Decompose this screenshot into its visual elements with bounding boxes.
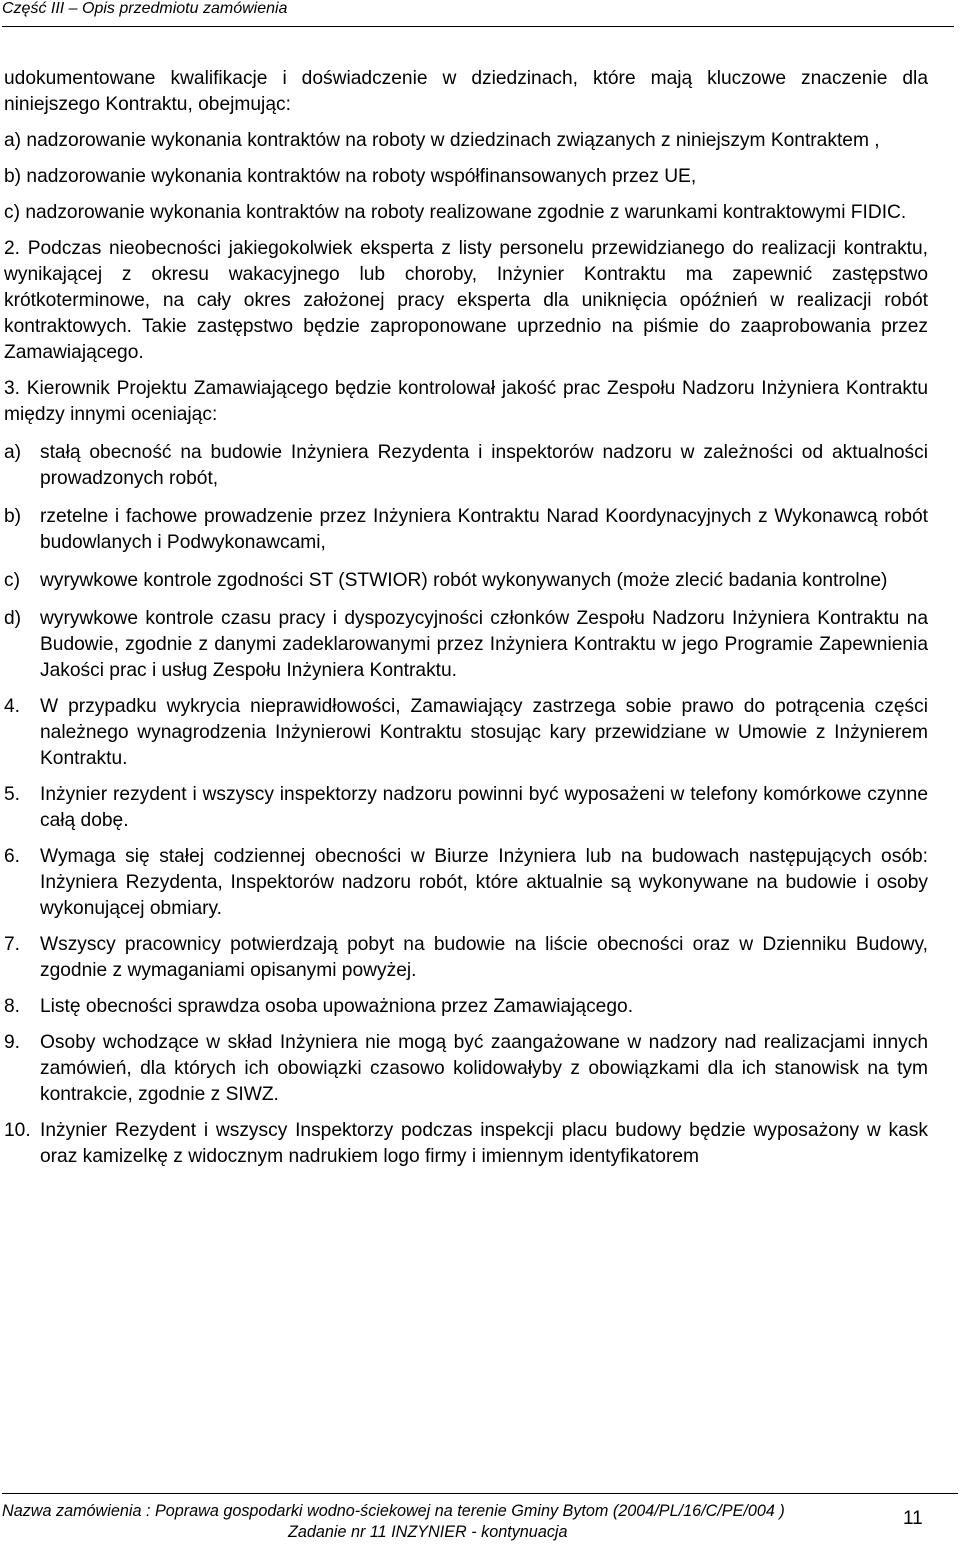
list-item-marker: d) — [4, 608, 22, 629]
numbered-item-text: W przypadku wykrycia nieprawidłowości, Zamawiający zastrzega sobie prawo do potrącenia części należnego wynagrodzenia Inżynierowi Kontraktu stosując kary przewidziane w Umowie z Inżynierem Kontraktu. — [40, 696, 928, 769]
numbered-item — [4, 994, 928, 1020]
list-item-text: rzetelne i fachowe prowadzenie przez Inżyniera Kontraktu Narad Koordynacyjnych z Wykonawcą robót budowlanych i Podwykonawcami, — [40, 506, 928, 553]
numbered-item-text: Wszyscy pracownicy potwierdzają pobyt na budowie na liście obecności oraz w Dzienniku Budowy, zgodnie z wymaganiami opisanymi powyżej. — [40, 934, 928, 981]
footer-divider — [2, 1493, 958, 1494]
list-item-marker: b) — [4, 506, 22, 527]
numbered-item-text: Inżynier rezydent i wszyscy inspektorzy nadzoru powinni być wyposażeni w telefony komórkowe czynne całą dobę. — [40, 784, 928, 831]
numbered-item-text: Wymaga się stałej codziennej obecności w Biurze Inżyniera lub na budowach następujących osób: Inżyniera Rezydenta, Inspektorów nadzoru robót, które aktualnie są wykonywane na budowie i osoby wykonującej obmiary. — [40, 846, 928, 919]
qualification-item-c: c) nadzorowanie wykonania kontraktów na roboty realizowane zgodnie z warunkami kontraktowymi FIDIC. — [4, 202, 907, 223]
list-item — [4, 504, 928, 556]
qualification-item-a: a) nadzorowanie wykonania kontraktów na roboty w dziedzinach związanych z niniejszym Kontraktem , — [4, 130, 880, 151]
numbered-item-marker: 5. — [4, 784, 21, 805]
paragraph-3: 3. Kierownik Projektu Zamawiającego będzie kontrolował jakość prac Zespołu Nadzoru Inżyniera Kontraktu między innymi oceniając: — [4, 378, 928, 425]
numbered-item-text: Inżynier Rezydent i wszyscy Inspektorzy podczas inspekcji placu budowy będzie wyposażony w kask oraz kamizelkę z widocznym nadrukiem logo firmy i imiennym identyfikatorem — [40, 1120, 928, 1167]
numbered-item-marker: 4. — [4, 696, 21, 717]
list-item-text: stałą obecność na budowie Inżyniera Rezydenta i inspektorów nadzoru w zależności od aktualności prowadzonych robót, — [40, 442, 928, 489]
numbered-item — [4, 932, 928, 984]
list-item-text: wyrywkowe kontrole zgodności ST (STWIOR) robót wykonywanych (może zlecić badania kontrolne) — [40, 570, 888, 591]
numbered-item — [4, 782, 928, 834]
numbered-item — [4, 844, 928, 922]
numbered-item-text: Listę obecności sprawdza osoba upoważniona przez Zamawiającego. — [40, 996, 634, 1017]
list-item — [4, 606, 928, 684]
numbered-item-text: Osoby wchodzące w skład Inżyniera nie mogą być zaangażowane w nadzory nad realizacjami innych zamówień, dla których ich obowiązki czasowo kolidowałyby z obowiązkami dla ich stanowisk na tym kontrakcie, zgodnie z SIWZ. — [40, 1032, 928, 1105]
paragraph-2: 2. Podczas nieobecności jakiegokolwiek eksperta z listy personelu przewidzianego do realizacji kontraktu, wynikającej z okresu wakacyjnego lub choroby, Inżynier Kontraktu ma zapewnić zastępstwo krótkoterminowe, na cały okres założonej pracy eksperta dla uniknięcia opóźnień w realizacji robót kontraktowych. Takie zastępstwo będzie zaproponowane uprzednio na piśmie do zaaprobowania przez Zamawiającego. — [4, 238, 928, 363]
list-item-marker: c) — [4, 570, 20, 591]
qualification-item-b: b) nadzorowanie wykonania kontraktów na roboty współfinansowanych przez UE, — [4, 166, 697, 187]
numbered-item-marker: 6. — [4, 846, 21, 867]
header-divider — [2, 26, 954, 27]
document-body — [4, 66, 928, 1170]
numbered-item-marker: 8. — [4, 996, 21, 1017]
numbered-item-marker: 9. — [4, 1032, 21, 1053]
list-item-text: wyrywkowe kontrole czasu pracy i dyspozycyjności członków Zespołu Nadzoru Inżyniera Kontraktu na Budowie, zgodnie z danymi zadeklarowanymi przez Inżyniera Kontraktu w jego Programie Zapewnienia Jakości prac i usług Zespołu Inżyniera Kontraktu. — [40, 608, 928, 681]
list-item — [4, 440, 928, 492]
page-number: 11 — [903, 1508, 923, 1529]
numbered-item — [4, 1118, 928, 1170]
numbered-item-marker: 10. — [4, 1120, 31, 1141]
footer-task-name: Zadanie nr 11 INZYNIER - kontynuacja — [288, 1523, 568, 1541]
numbered-item — [4, 694, 928, 772]
numbered-item — [4, 1030, 928, 1108]
list-item-marker: a) — [4, 442, 22, 463]
numbered-item-marker: 7. — [4, 934, 21, 955]
list-item — [4, 568, 928, 594]
intro-paragraph: udokumentowane kwalifikacje i doświadczenie w dziedzinach, które mają kluczowe znaczenie dla niniejszego Kontraktu, obejmując: — [4, 68, 928, 115]
footer-contract-name: Nazwa zamówienia : Poprawa gospodarki wodno-ściekowej na terenie Gminy Bytom (2004/PL/16/C/PE/004 ) — [2, 1502, 785, 1520]
section-title: Część III – Opis przedmiotu zamówienia — [2, 0, 288, 17]
